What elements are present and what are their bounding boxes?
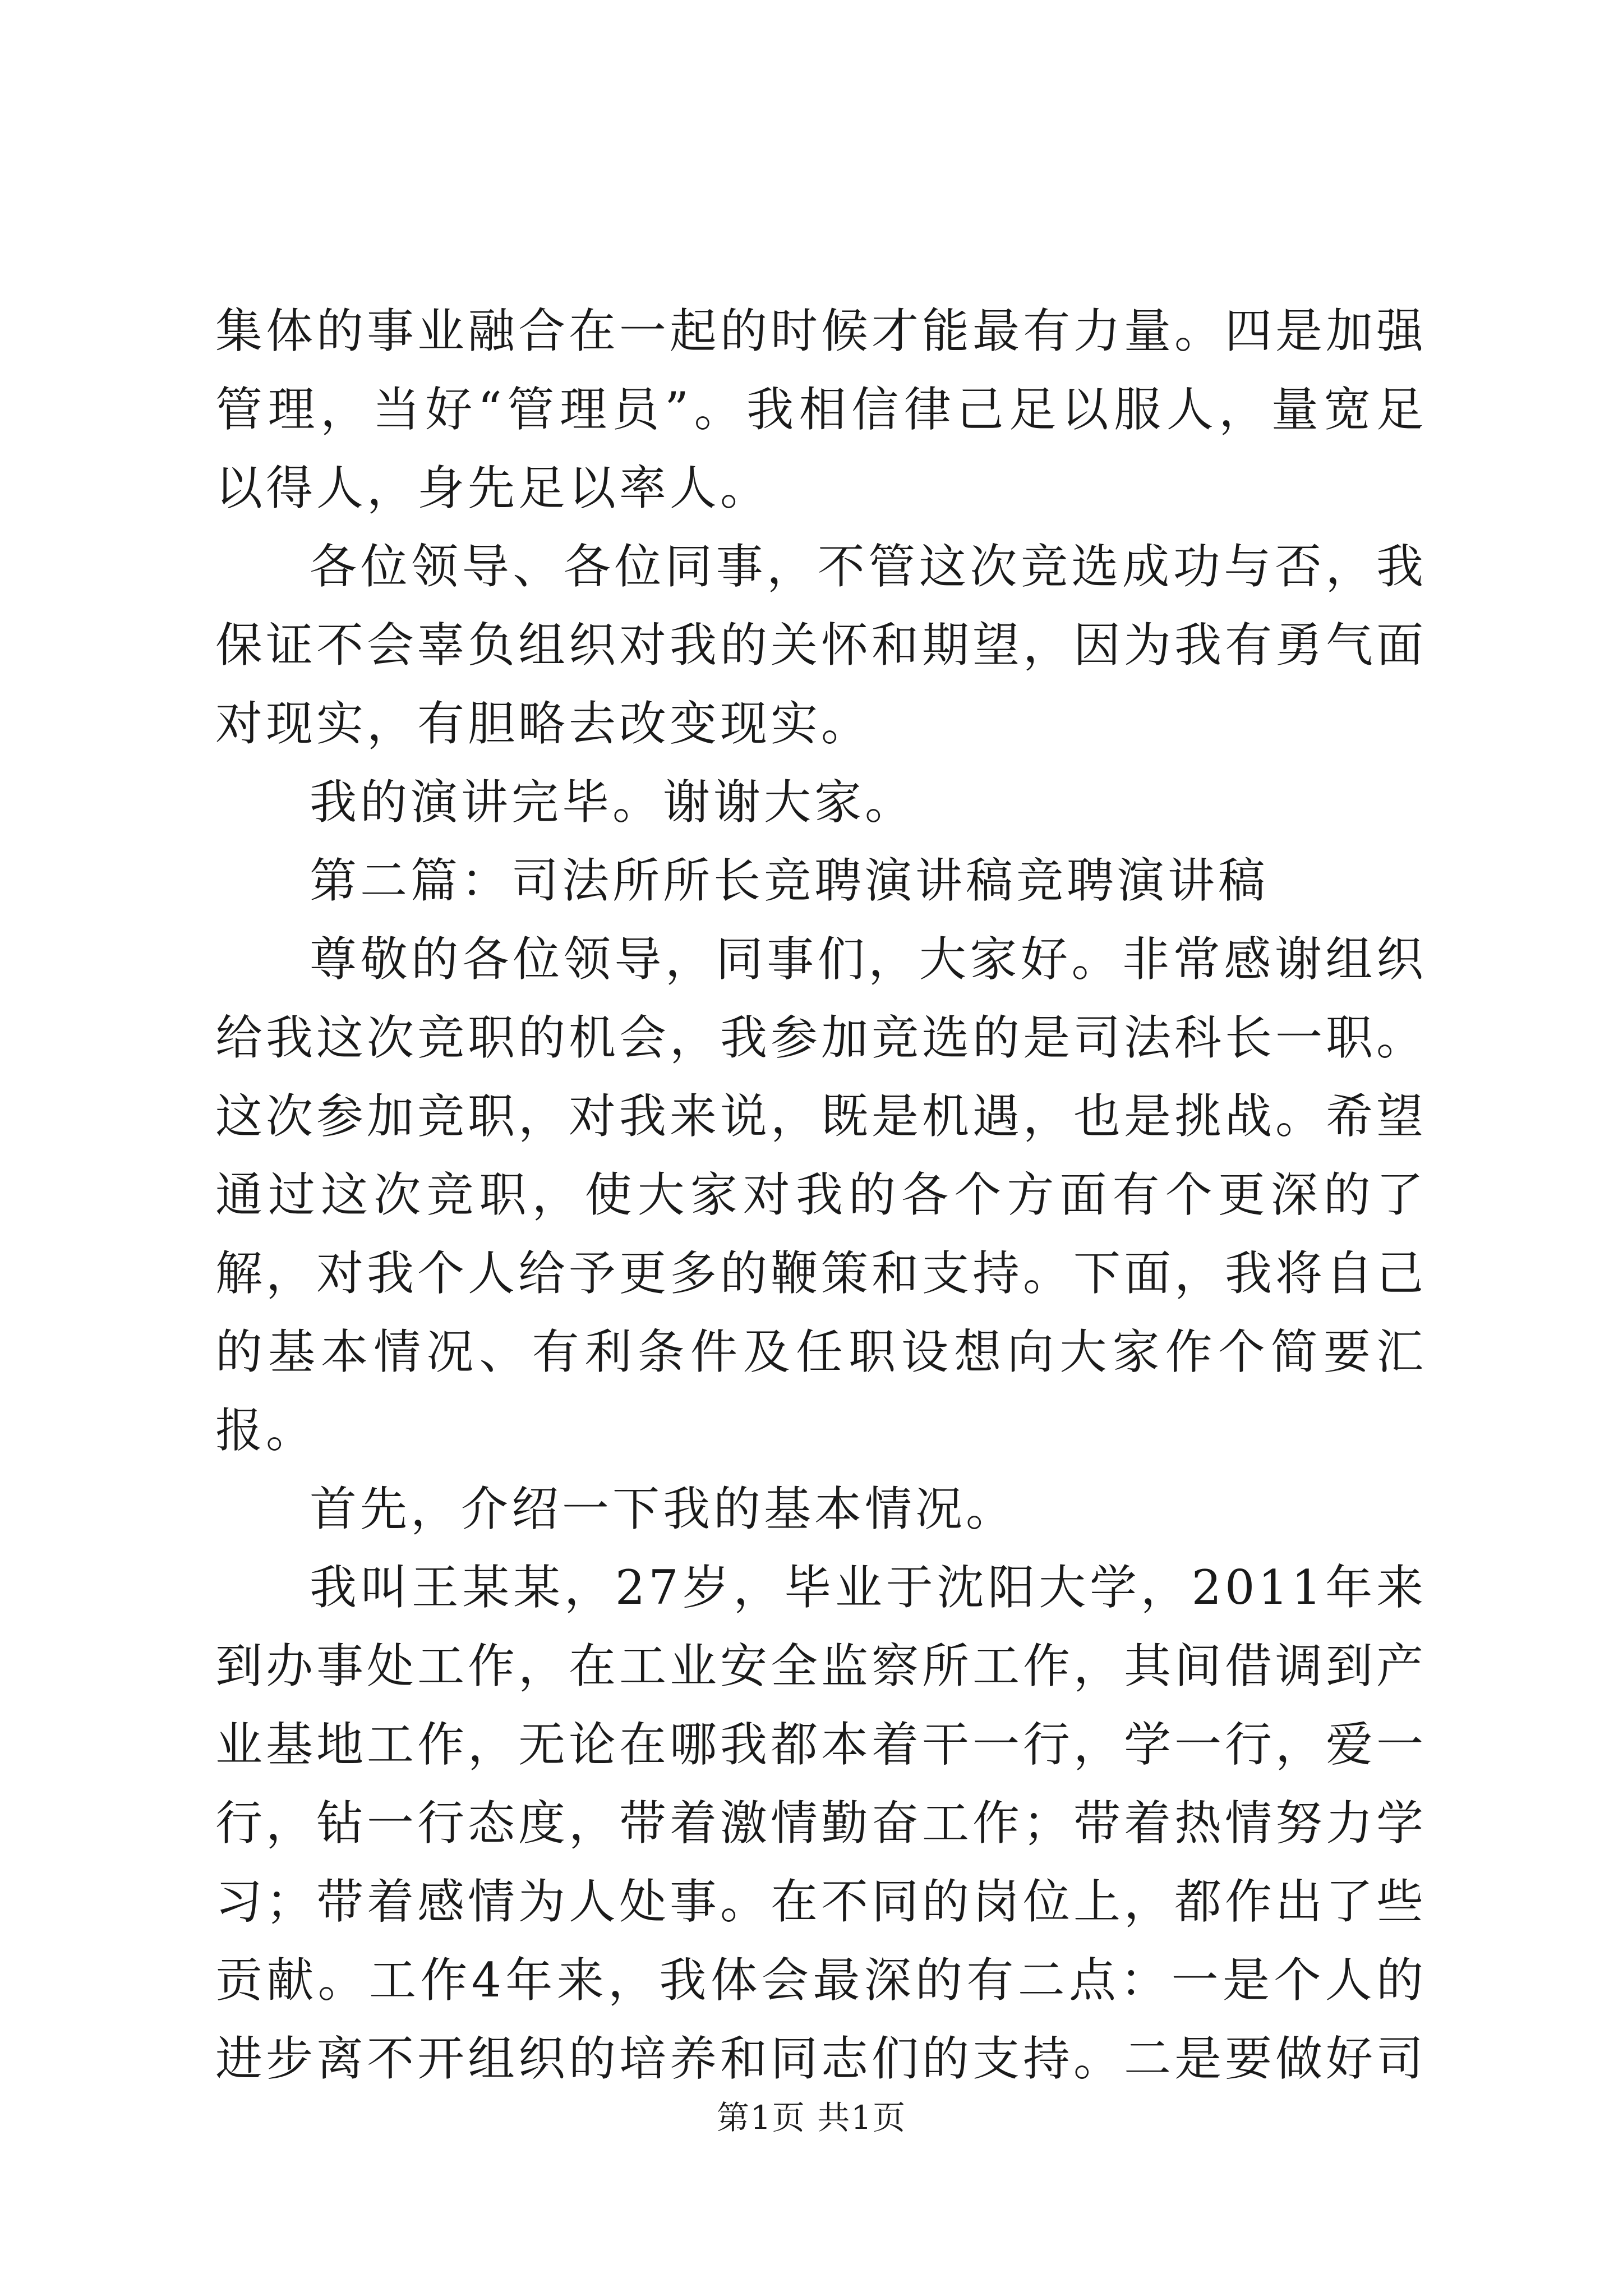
page-footer: 第1页 共1页	[716, 2099, 907, 2137]
section-heading: 第二篇：司法所所长竞聘演讲稿竞聘演讲稿	[310, 853, 1269, 908]
paragraph: 尊敬的各位领导，同事们，大家好。非常感谢组织给我这次竞职的机会，我参加竞选的是司法科长一职。这次参加竞职，对我来说，既是机遇，也是挑战。希望通过这次竞职，使大家对我的各个方面有个更深的了解，对我个人给予更多的鞭策和支持。下面，我将自己的基本情况、有利条件及任职设想向大家作个简要汇报。	[215, 932, 1427, 1458]
paragraph-continuation: 集体的事业融合在一起的时候才能最有力量。四是加强管理，当好“管理员”。我相信律己足以服人，量宽足以得人，身先足以率人。	[215, 303, 1427, 516]
paragraph: 我的演讲完毕。谢谢大家。	[310, 775, 916, 830]
paragraph: 各位领导、各位同事，不管这次竞选成功与否，我保证不会辜负组织对我的关怀和期望，因为我有勇气面对现实，有胆略去改变现实。	[215, 539, 1427, 751]
paragraph: 首先，介绍一下我的基本情况。	[310, 1481, 1017, 1536]
body-text	[215, 292, 1427, 2098]
paragraph: 我叫王某某，27岁，毕业于沈阳大学，2011年来到办事处工作，在工业安全监察所工作，其间借调到产业基地工作，无论在哪我都本着干一行，学一行，爱一行，钻一行态度，带着激情勤奋工作；带着热情努力学习；带着感情为人处事。在不同的岗位上，都作出了些贡献。工作4年来，我体会最深的有二点：一是个人的进步离不开组织的培养和同志们的支持。二是要做好司	[215, 1560, 1427, 2086]
